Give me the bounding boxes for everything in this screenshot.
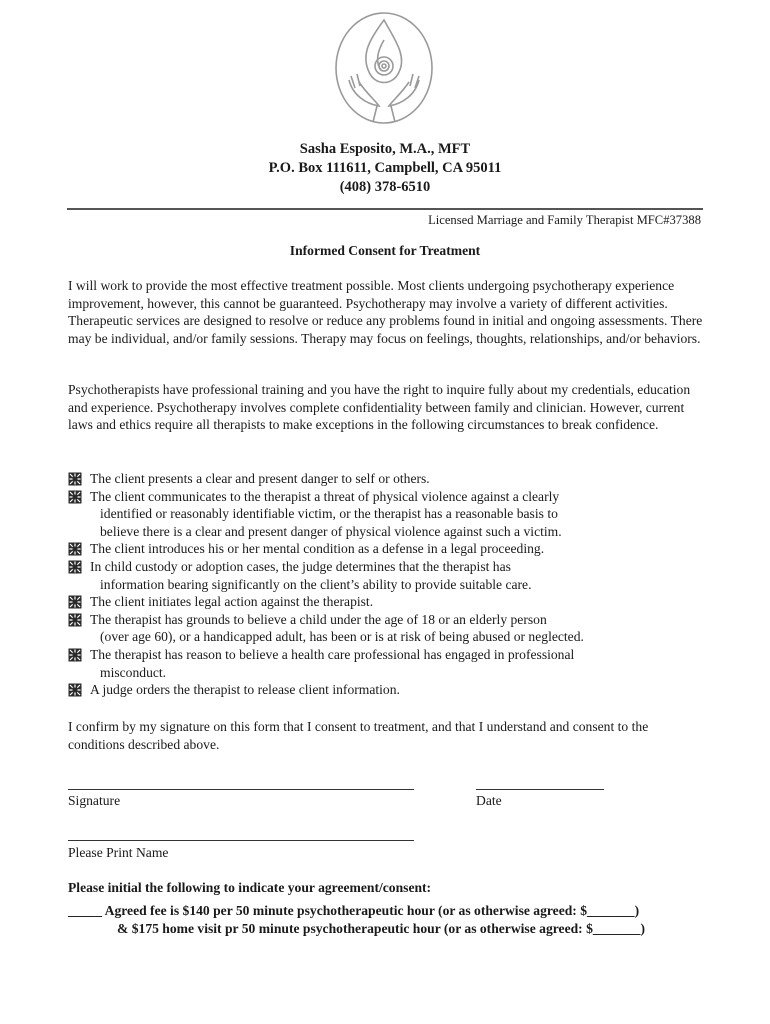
exception-text-continued: information bearing significantly on the client’s ability to provide suitable care. <box>100 576 532 592</box>
checked-box-icon <box>68 560 82 574</box>
date-label: Date <box>476 793 502 808</box>
exception-text: The client communicates to the therapist a threat of physical violence against a clearly <box>90 488 560 504</box>
exception-item <box>68 681 708 699</box>
exception-text: The therapist has reason to believe a health care professional has engaged in professional <box>90 646 575 662</box>
logo-flame-hands-icon <box>329 10 439 128</box>
confirm-paragraph: I confirm by my signature on this form that I consent to treatment, and that I understand and consent to the conditions described above. <box>68 719 649 752</box>
exception-item <box>68 558 708 593</box>
exception-item <box>68 611 708 646</box>
print-name-label: Please Print Name <box>68 845 169 860</box>
document-title: Informed Consent for Treatment <box>289 243 481 258</box>
checked-box-icon <box>68 595 82 609</box>
fee-line-2: & $175 home visit pr 50 minute psychotherapeutic hour (or as otherwise agreed: $_______) <box>117 921 645 936</box>
fee-line-1: _____ Agreed fee is $140 per 50 minute psychotherapeutic hour (or as otherwise agreed: $_______) <box>68 903 640 918</box>
therapist-phone: (408) 378-6510 <box>339 179 431 195</box>
exception-text: In child custody or adoption cases, the judge determines that the therapist has <box>90 558 511 574</box>
exception-item <box>68 488 708 541</box>
date-line[interactable] <box>476 789 604 790</box>
exception-item <box>68 470 708 488</box>
exception-text: The client initiates legal action against the therapist. <box>90 594 374 610</box>
header-divider <box>67 208 703 210</box>
checked-box-icon <box>68 648 82 662</box>
exception-text: The client introduces his or her mental condition as a defense in a legal proceeding. <box>90 541 545 557</box>
signature-line[interactable] <box>68 789 414 790</box>
confidentiality-paragraph: Psychotherapists have professional training and you have the right to inquire fully about my credentials, education and experience. Psychotherapy involves complete confidentiality between family and clinician. However, current laws and ethics require all therapists to make exceptions in the following circumstances to break confidence. <box>68 382 691 433</box>
exception-text: The client presents a clear and present danger to self or others. <box>90 471 430 486</box>
exception-text: A judge orders the therapist to release client information. <box>90 682 400 698</box>
exception-item <box>68 593 708 611</box>
signature-label: Signature <box>68 793 121 808</box>
checked-box-icon <box>68 613 82 627</box>
checked-box-icon <box>68 683 82 697</box>
print-name-line[interactable] <box>68 840 414 841</box>
exception-text-continued: misconduct. <box>100 664 167 680</box>
exception-text-continued: identified or reasonably identifiable victim, or the therapist has a reasonable basis to <box>100 506 558 522</box>
therapist-name: Sasha Esposito, M.A., MFT <box>299 141 471 157</box>
exception-text-continued: believe there is a clear and present danger of physical violence against such a victim. <box>100 523 562 539</box>
exception-text-continued: (over age 60), or a handicapped adult, has been or is at risk of being abused or neglected. <box>100 629 584 645</box>
checked-box-icon <box>68 472 82 486</box>
exception-item <box>68 540 708 558</box>
exception-text: The therapist has grounds to believe a child under the age of 18 or an elderly person <box>90 611 547 627</box>
license-number: Licensed Marriage and Family Therapist MFC#37388 <box>428 213 701 227</box>
checked-box-icon <box>68 490 82 504</box>
therapist-address: P.O. Box 111611, Campbell, CA 95011 <box>268 160 502 176</box>
exceptions-list <box>68 470 708 699</box>
checked-box-icon <box>68 542 82 556</box>
intro-paragraph: I will work to provide the most effective treatment possible. Most clients undergoing psychotherapy experience improvement, however, this cannot be guaranteed. Psychotherapy may involve a variety of different activities. Therapeutic services are designed to resolve or reduce any problems found in initial and ongoing assessments. There may be individual, and/or family sessions. Therapy may focus on feelings, thoughts, relationships, and/or behaviors. <box>68 278 703 346</box>
exception-item <box>68 646 708 681</box>
initial-heading: Please initial the following to indicate your agreement/consent: <box>68 880 432 895</box>
